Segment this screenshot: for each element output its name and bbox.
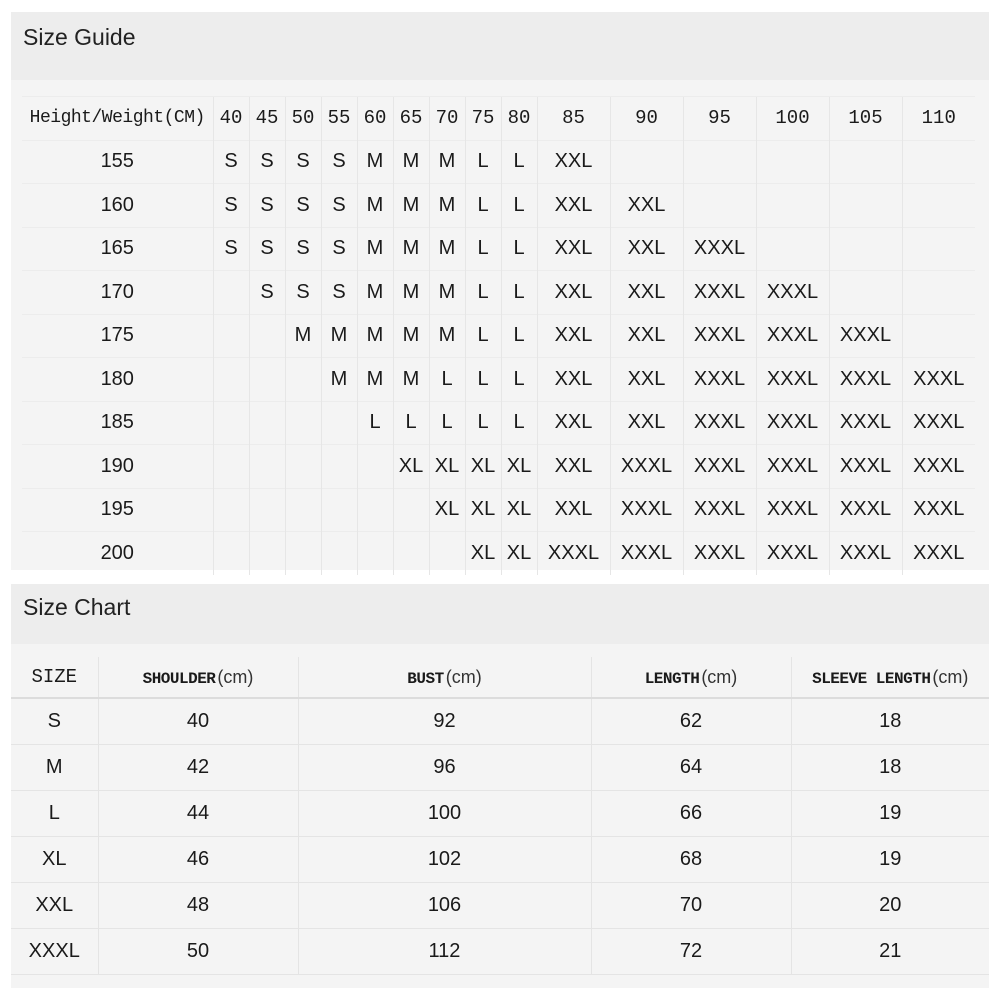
size-cell bbox=[213, 488, 249, 532]
weight-header: 70 bbox=[429, 97, 465, 141]
size-cell bbox=[213, 314, 249, 358]
size-cell: XXL bbox=[537, 184, 610, 228]
size-cell: XXXL bbox=[756, 445, 829, 489]
size-cell: XL bbox=[501, 532, 537, 575]
weight-header: 55 bbox=[321, 97, 357, 141]
height-label: 190 bbox=[22, 445, 213, 489]
size-cell bbox=[285, 532, 321, 575]
shoulder-cell: 44 bbox=[98, 791, 298, 837]
size-cell: S bbox=[249, 271, 285, 315]
size-cell: M bbox=[393, 184, 429, 228]
sleeve-cell: 18 bbox=[791, 745, 989, 791]
length-cell: 66 bbox=[591, 791, 791, 837]
size-cell: XXXL bbox=[902, 401, 975, 445]
size-cell bbox=[756, 184, 829, 228]
size-cell: XXXL bbox=[829, 401, 902, 445]
length-cell: 72 bbox=[591, 929, 791, 975]
sleeve-cell: 21 bbox=[791, 929, 989, 975]
size-cell: XXXL bbox=[683, 532, 756, 575]
size-cell bbox=[429, 532, 465, 575]
height-label: 175 bbox=[22, 314, 213, 358]
size-cell: XXXL bbox=[683, 445, 756, 489]
size-cell bbox=[756, 227, 829, 271]
bust-cell: 102 bbox=[298, 837, 591, 883]
size-cell bbox=[829, 140, 902, 184]
length-header-label: LENGTH bbox=[644, 669, 700, 688]
bust-cell: 92 bbox=[298, 698, 591, 745]
sleeve-header-unit: (cm) bbox=[932, 666, 969, 687]
weight-header: 90 bbox=[610, 97, 683, 141]
bust-cell: 106 bbox=[298, 883, 591, 929]
size-cell: XL bbox=[11, 837, 98, 883]
size-cell: M bbox=[429, 184, 465, 228]
size-cell bbox=[902, 227, 975, 271]
size-cell bbox=[902, 184, 975, 228]
size-cell: XXL bbox=[537, 401, 610, 445]
height-label: 170 bbox=[22, 271, 213, 315]
weight-header: 65 bbox=[393, 97, 429, 141]
length-cell: 64 bbox=[591, 745, 791, 791]
size-cell: XL bbox=[393, 445, 429, 489]
size-guide-row bbox=[22, 358, 975, 402]
size-cell: L bbox=[501, 314, 537, 358]
weight-header: 85 bbox=[537, 97, 610, 141]
size-cell bbox=[321, 401, 357, 445]
height-weight-label: Height/Weight(CM) bbox=[22, 97, 213, 141]
size-cell bbox=[249, 532, 285, 575]
size-cell bbox=[683, 184, 756, 228]
size-guide-row bbox=[22, 227, 975, 271]
size-guide-row bbox=[22, 271, 975, 315]
size-chart-header bbox=[11, 584, 989, 644]
size-cell: XXXL bbox=[683, 227, 756, 271]
size-cell bbox=[285, 445, 321, 489]
size-cell bbox=[357, 532, 393, 575]
size-chart-row bbox=[11, 837, 989, 883]
height-label: 165 bbox=[22, 227, 213, 271]
size-cell: XXL bbox=[537, 314, 610, 358]
size-cell: L bbox=[357, 401, 393, 445]
size-cell: M bbox=[357, 358, 393, 402]
size-cell: XL bbox=[501, 445, 537, 489]
height-label: 160 bbox=[22, 184, 213, 228]
size-cell: XXXL bbox=[537, 532, 610, 575]
size-cell: XXXL bbox=[829, 532, 902, 575]
size-cell: M bbox=[393, 140, 429, 184]
size-cell: L bbox=[501, 140, 537, 184]
size-cell: S bbox=[249, 227, 285, 271]
size-chart-title: Size Chart bbox=[23, 594, 131, 620]
size-cell: XXXL bbox=[11, 929, 98, 975]
length-cell: 62 bbox=[591, 698, 791, 745]
size-cell bbox=[357, 488, 393, 532]
size-cell: M bbox=[429, 314, 465, 358]
size-chart-header-row bbox=[11, 657, 989, 698]
weight-header: 40 bbox=[213, 97, 249, 141]
size-cell bbox=[213, 271, 249, 315]
size-chart-row bbox=[11, 698, 989, 745]
size-cell: M bbox=[393, 227, 429, 271]
size-cell bbox=[249, 445, 285, 489]
size-guide-row bbox=[22, 140, 975, 184]
size-chart-table bbox=[11, 657, 989, 975]
size-cell: XXL bbox=[537, 271, 610, 315]
size-guide-row bbox=[22, 184, 975, 228]
size-cell: XXXL bbox=[683, 271, 756, 315]
size-cell: XXXL bbox=[902, 488, 975, 532]
size-cell: XXXL bbox=[756, 532, 829, 575]
size-cell: XXXL bbox=[756, 358, 829, 402]
size-cell: L bbox=[429, 358, 465, 402]
size-cell: L bbox=[465, 358, 501, 402]
weight-header: 50 bbox=[285, 97, 321, 141]
size-cell: L bbox=[393, 401, 429, 445]
size-guide-panel bbox=[11, 12, 989, 570]
weight-header: 105 bbox=[829, 97, 902, 141]
size-cell: M bbox=[11, 745, 98, 791]
size-cell: XXL bbox=[610, 184, 683, 228]
size-guide-row bbox=[22, 532, 975, 575]
size-cell: XXXL bbox=[829, 488, 902, 532]
size-cell bbox=[285, 358, 321, 402]
bust-header-label: BUST bbox=[407, 669, 444, 688]
size-cell bbox=[213, 532, 249, 575]
size-cell bbox=[902, 271, 975, 315]
weight-header: 45 bbox=[249, 97, 285, 141]
size-cell: XXL bbox=[537, 358, 610, 402]
size-cell: M bbox=[321, 358, 357, 402]
shoulder-cell: 48 bbox=[98, 883, 298, 929]
size-guide-row bbox=[22, 314, 975, 358]
size-cell: M bbox=[393, 271, 429, 315]
length-header-unit: (cm) bbox=[701, 666, 738, 687]
size-cell: XXXL bbox=[683, 314, 756, 358]
shoulder-cell: 50 bbox=[98, 929, 298, 975]
size-cell: XXXL bbox=[610, 488, 683, 532]
size-guide-row bbox=[22, 445, 975, 489]
size-cell: M bbox=[357, 184, 393, 228]
size-cell: XXL bbox=[610, 271, 683, 315]
size-guide-table bbox=[22, 96, 975, 575]
shoulder-cell: 46 bbox=[98, 837, 298, 883]
size-cell: L bbox=[501, 358, 537, 402]
size-chart-row bbox=[11, 745, 989, 791]
sleeve-cell: 19 bbox=[791, 837, 989, 883]
column-header-bust bbox=[298, 657, 591, 698]
height-label: 180 bbox=[22, 358, 213, 402]
size-cell: XXL bbox=[537, 488, 610, 532]
size-chart-row bbox=[11, 791, 989, 837]
size-cell: M bbox=[429, 140, 465, 184]
size-cell: XXL bbox=[537, 445, 610, 489]
sleeve-cell: 18 bbox=[791, 698, 989, 745]
sleeve-cell: 20 bbox=[791, 883, 989, 929]
size-cell: M bbox=[285, 314, 321, 358]
size-cell: XXL bbox=[610, 401, 683, 445]
length-cell: 68 bbox=[591, 837, 791, 883]
bust-cell: 96 bbox=[298, 745, 591, 791]
size-cell bbox=[610, 140, 683, 184]
size-cell: S bbox=[321, 184, 357, 228]
size-cell bbox=[902, 140, 975, 184]
height-label: 200 bbox=[22, 532, 213, 575]
size-cell bbox=[393, 532, 429, 575]
size-cell: S bbox=[11, 698, 98, 745]
size-cell: S bbox=[285, 227, 321, 271]
size-cell: XXL bbox=[11, 883, 98, 929]
size-cell bbox=[249, 314, 285, 358]
weight-header: 110 bbox=[902, 97, 975, 141]
size-cell bbox=[321, 532, 357, 575]
size-cell: XXL bbox=[537, 227, 610, 271]
size-cell: XXXL bbox=[756, 314, 829, 358]
size-cell bbox=[285, 401, 321, 445]
size-cell: S bbox=[249, 140, 285, 184]
shoulder-cell: 42 bbox=[98, 745, 298, 791]
size-cell bbox=[902, 314, 975, 358]
size-cell: S bbox=[321, 227, 357, 271]
size-cell: XXXL bbox=[829, 358, 902, 402]
size-cell: XXL bbox=[610, 358, 683, 402]
size-cell: XXXL bbox=[756, 271, 829, 315]
size-cell: L bbox=[465, 271, 501, 315]
weight-header: 100 bbox=[756, 97, 829, 141]
size-cell: M bbox=[357, 227, 393, 271]
sleeve-cell: 19 bbox=[791, 791, 989, 837]
size-guide-row bbox=[22, 488, 975, 532]
sleeve-header-label: SLEEVE LENGTH bbox=[812, 669, 931, 688]
weight-header: 75 bbox=[465, 97, 501, 141]
weight-header: 60 bbox=[357, 97, 393, 141]
column-header-length bbox=[591, 657, 791, 698]
size-chart-row bbox=[11, 929, 989, 975]
size-cell: M bbox=[357, 314, 393, 358]
size-cell: XL bbox=[465, 488, 501, 532]
size-cell: M bbox=[357, 271, 393, 315]
weight-header: 80 bbox=[501, 97, 537, 141]
size-cell: XL bbox=[465, 445, 501, 489]
size-cell: XXXL bbox=[610, 445, 683, 489]
size-cell: L bbox=[11, 791, 98, 837]
size-cell bbox=[829, 227, 902, 271]
size-guide-header bbox=[11, 12, 989, 80]
size-cell bbox=[756, 140, 829, 184]
bust-cell: 112 bbox=[298, 929, 591, 975]
size-cell: S bbox=[321, 140, 357, 184]
size-cell: XXXL bbox=[902, 532, 975, 575]
size-cell: XXXL bbox=[756, 488, 829, 532]
size-cell: S bbox=[285, 184, 321, 228]
size-cell: L bbox=[501, 184, 537, 228]
size-cell: XXXL bbox=[829, 445, 902, 489]
size-cell: L bbox=[501, 401, 537, 445]
size-cell: XXXL bbox=[902, 445, 975, 489]
height-label: 155 bbox=[22, 140, 213, 184]
size-cell bbox=[829, 271, 902, 315]
size-cell: L bbox=[465, 140, 501, 184]
size-cell: XXXL bbox=[829, 314, 902, 358]
column-header-shoulder bbox=[98, 657, 298, 698]
size-cell: XXXL bbox=[683, 358, 756, 402]
size-cell bbox=[249, 358, 285, 402]
size-cell bbox=[321, 445, 357, 489]
size-cell bbox=[321, 488, 357, 532]
height-label: 195 bbox=[22, 488, 213, 532]
shoulder-header-label: SHOULDER bbox=[142, 669, 216, 688]
size-cell: M bbox=[429, 271, 465, 315]
size-cell: XL bbox=[429, 445, 465, 489]
size-cell: S bbox=[213, 184, 249, 228]
size-cell bbox=[393, 488, 429, 532]
size-cell: XXXL bbox=[756, 401, 829, 445]
size-cell: XXXL bbox=[902, 358, 975, 402]
size-cell: L bbox=[501, 227, 537, 271]
size-cell bbox=[683, 140, 756, 184]
weight-header: 95 bbox=[683, 97, 756, 141]
size-chart-row bbox=[11, 883, 989, 929]
size-cell: XL bbox=[465, 532, 501, 575]
size-cell: L bbox=[501, 271, 537, 315]
bust-header-unit: (cm) bbox=[445, 666, 482, 687]
size-cell: M bbox=[429, 227, 465, 271]
size-cell bbox=[285, 488, 321, 532]
size-cell bbox=[829, 184, 902, 228]
column-header-size: SIZE bbox=[11, 657, 98, 698]
shoulder-cell: 40 bbox=[98, 698, 298, 745]
size-cell bbox=[213, 445, 249, 489]
size-guide-row bbox=[22, 401, 975, 445]
size-cell bbox=[249, 488, 285, 532]
size-cell: XXXL bbox=[683, 488, 756, 532]
column-header-sleeve bbox=[791, 657, 989, 698]
size-cell: L bbox=[429, 401, 465, 445]
length-cell: 70 bbox=[591, 883, 791, 929]
size-cell: XXL bbox=[537, 140, 610, 184]
size-cell: M bbox=[357, 140, 393, 184]
size-cell: S bbox=[285, 140, 321, 184]
size-guide-title: Size Guide bbox=[23, 24, 136, 50]
size-cell: XXL bbox=[610, 314, 683, 358]
bust-cell: 100 bbox=[298, 791, 591, 837]
size-cell: L bbox=[465, 314, 501, 358]
size-cell: XXXL bbox=[683, 401, 756, 445]
size-cell: XXXL bbox=[610, 532, 683, 575]
size-guide-header-row bbox=[22, 97, 975, 141]
size-cell: XL bbox=[429, 488, 465, 532]
size-cell: S bbox=[249, 184, 285, 228]
size-cell: S bbox=[321, 271, 357, 315]
size-cell bbox=[357, 445, 393, 489]
size-cell: S bbox=[213, 227, 249, 271]
size-cell: L bbox=[465, 227, 501, 271]
size-cell: S bbox=[285, 271, 321, 315]
size-cell: M bbox=[321, 314, 357, 358]
size-cell bbox=[213, 401, 249, 445]
size-cell: XL bbox=[501, 488, 537, 532]
size-cell: M bbox=[393, 358, 429, 402]
size-cell: XXL bbox=[610, 227, 683, 271]
size-cell: L bbox=[465, 184, 501, 228]
size-cell bbox=[249, 401, 285, 445]
height-label: 185 bbox=[22, 401, 213, 445]
size-cell: M bbox=[393, 314, 429, 358]
size-cell: S bbox=[213, 140, 249, 184]
size-cell: L bbox=[465, 401, 501, 445]
shoulder-header-unit: (cm) bbox=[217, 666, 254, 687]
size-cell bbox=[213, 358, 249, 402]
